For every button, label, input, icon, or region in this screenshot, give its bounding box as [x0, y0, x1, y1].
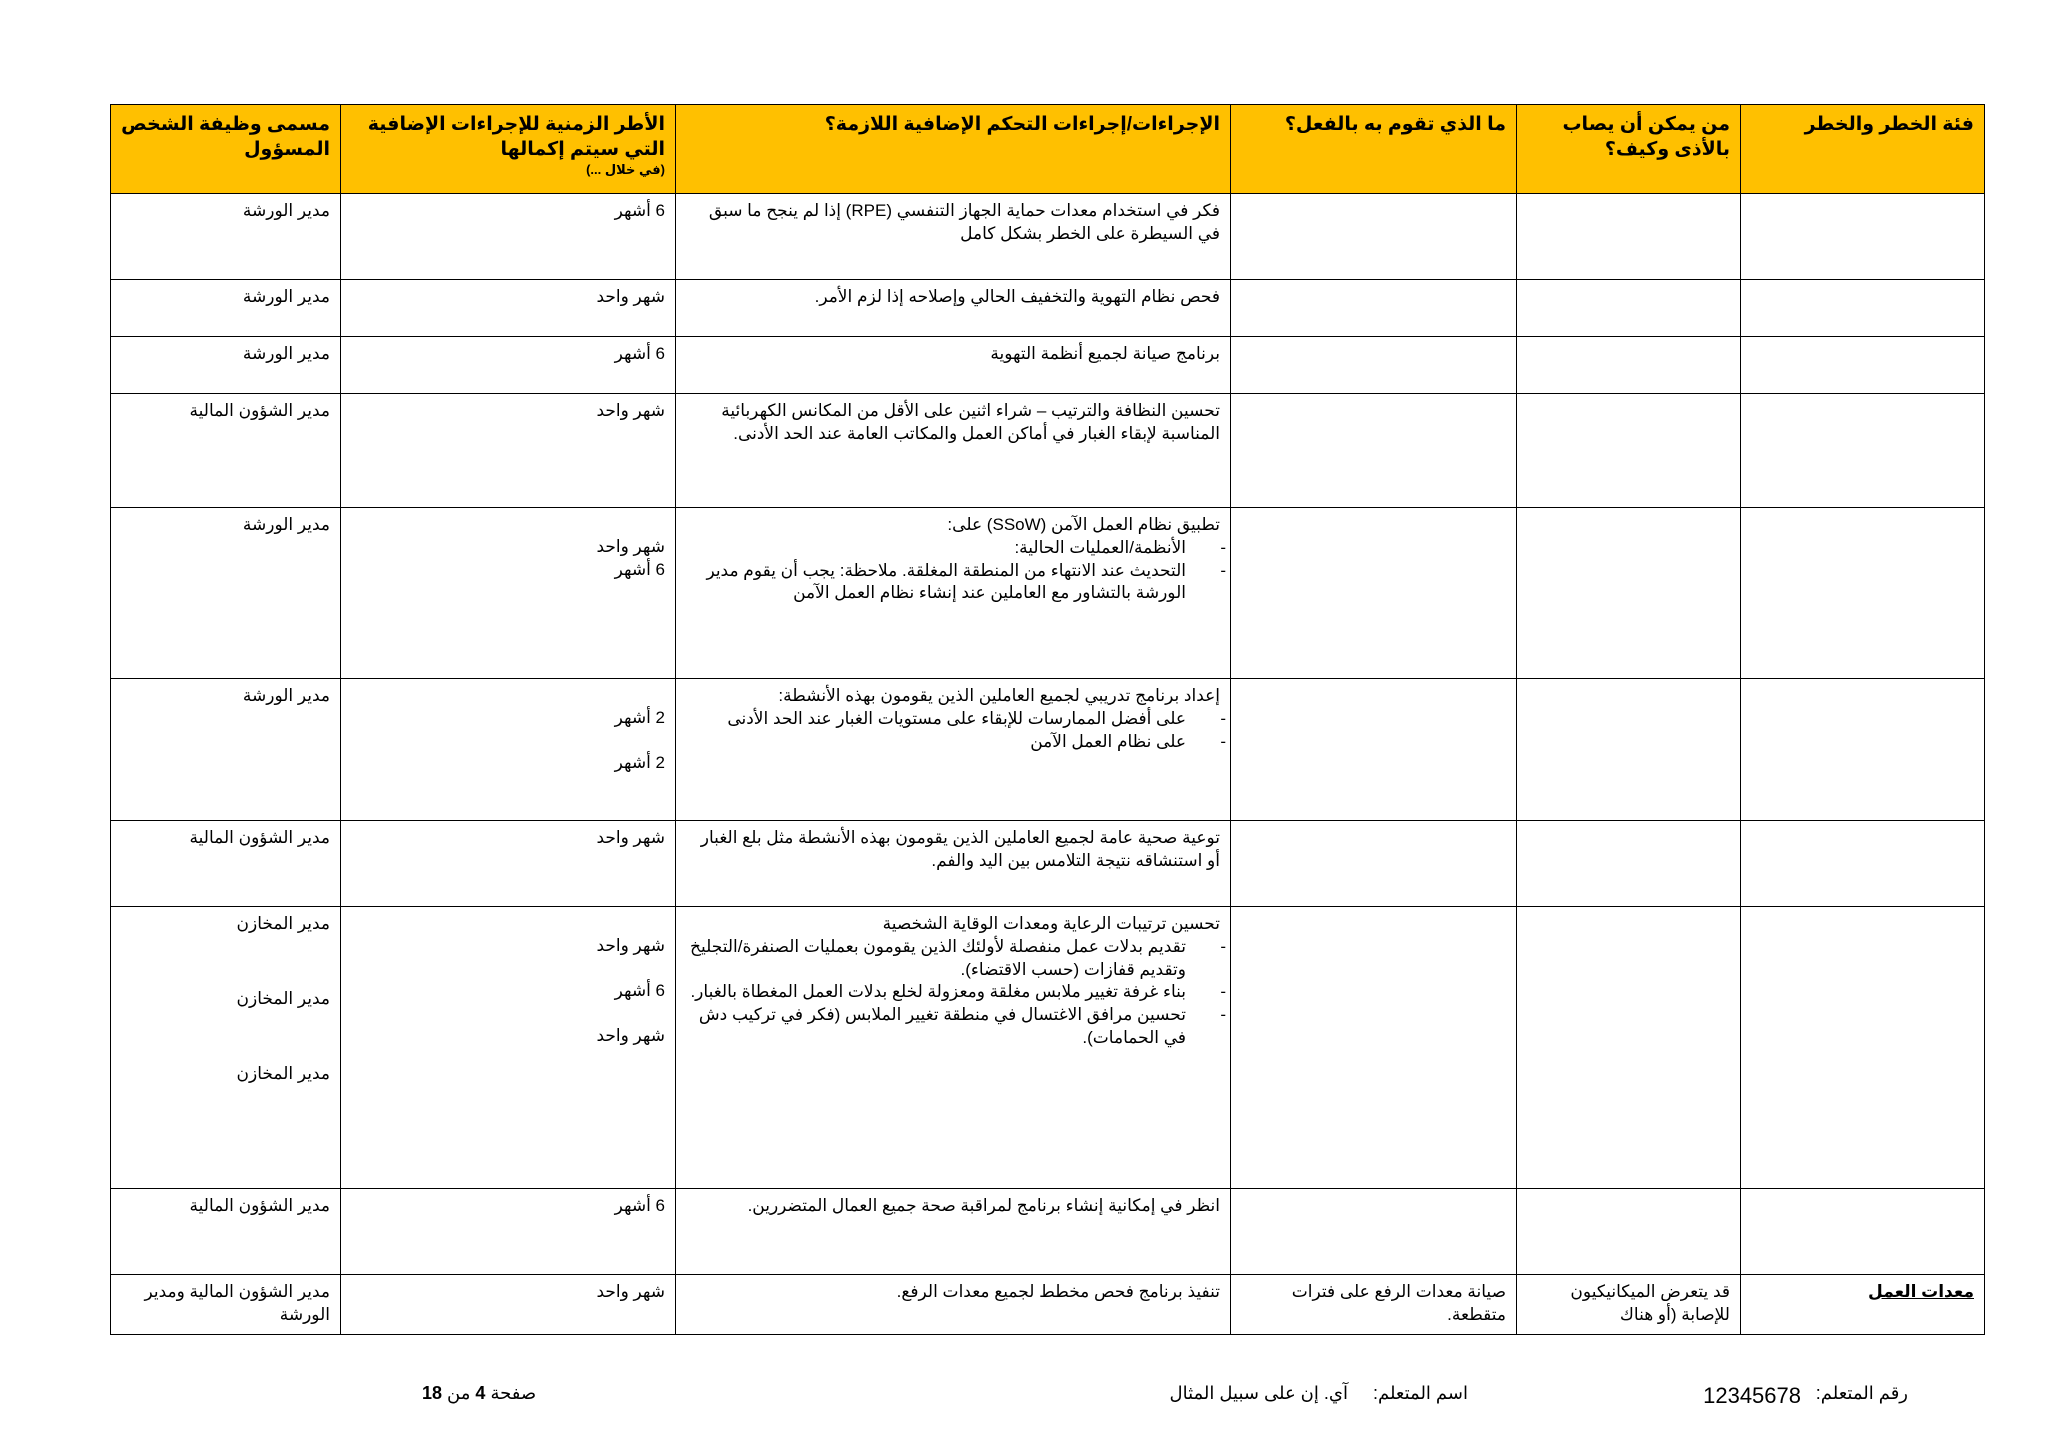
- cell-hazard: [1741, 1189, 1985, 1275]
- table-row: [111, 1189, 1985, 1275]
- cell-responsible: مدير الشؤون المالية: [111, 821, 341, 907]
- table-row: [111, 679, 1985, 821]
- cell-timeframe: شهر واحد: [341, 394, 676, 508]
- cell-timeframe: شهر واحد: [341, 280, 676, 337]
- header-timeframe-text: الأطر الزمنية للإجراءات الإضافية التي سيتم إكمالها: [367, 114, 665, 160]
- timeframe-item: 6 أشهر: [614, 980, 665, 1000]
- list-item: - بناء غرفة تغيير ملابس مغلقة ومعزولة لخلع بدلات العمل المغطاة بالغبار.: [686, 981, 1186, 1004]
- actions-list: [686, 708, 1220, 754]
- page-word: صفحة: [490, 1383, 537, 1403]
- list-item: - الأنظمة/العمليات الحالية:: [686, 537, 1186, 560]
- responsible-item: مدير المخازن: [236, 1063, 330, 1083]
- cell-doing: [1231, 1189, 1517, 1275]
- list-item: - على نظام العمل الآمن: [686, 731, 1186, 754]
- cell-actions: برنامج صيانة لجميع أنظمة التهوية: [676, 337, 1231, 394]
- cell-who: قد يتعرض الميكانيكيون للإصابة (أو هناك: [1517, 1275, 1741, 1335]
- cell-timeframe: [341, 679, 676, 821]
- cell-doing: [1231, 679, 1517, 821]
- cell-hazard: [1741, 280, 1985, 337]
- list-item: - التحديث عند الانتهاء من المنطقة المغلقة. ملاحظة: يجب أن يقوم مدير الورشة بالتشاور مع العاملين عند إنشاء نظام العمل الآمن: [686, 560, 1186, 606]
- cell-responsible: [111, 907, 341, 1189]
- header-doing: ما الذي تقوم به بالفعل؟: [1231, 105, 1517, 194]
- cell-timeframe: شهر واحد: [341, 821, 676, 907]
- header-who: من يمكن أن يصاب بالأذى وكيف؟: [1517, 105, 1741, 194]
- table-row: [111, 280, 1985, 337]
- table-header-row: [111, 105, 1985, 194]
- timeframe-item: شهر واحد: [596, 1025, 665, 1045]
- cell-actions: [676, 679, 1231, 821]
- timeframe-item: شهر واحد: [596, 537, 665, 556]
- cell-who: [1517, 907, 1741, 1189]
- table-row: [111, 821, 1985, 907]
- cell-hazard: [1741, 337, 1985, 394]
- timeframe-item: 2 أشهر: [614, 752, 665, 772]
- page-of: من: [447, 1383, 471, 1403]
- cell-doing: [1231, 821, 1517, 907]
- learner-number: 12345678: [1703, 1383, 1801, 1408]
- table-row: [111, 907, 1985, 1189]
- cell-responsible: مدير الورشة: [111, 337, 341, 394]
- cell-hazard: [1741, 679, 1985, 821]
- cell-responsible: مدير الورشة: [111, 194, 341, 280]
- cell-actions: [676, 508, 1231, 679]
- table-row: [111, 394, 1985, 508]
- page-number: [422, 1383, 536, 1404]
- cell-who: [1517, 1189, 1741, 1275]
- cell-responsible: مدير الورشة: [111, 679, 341, 821]
- responsible-item: مدير المخازن: [236, 914, 330, 933]
- actions-intro: إعداد برنامج تدريبي لجميع العاملين الذين يقومون بهذه الأنشطة:: [778, 686, 1220, 705]
- learner-name-label: اسم المتعلم:: [1372, 1383, 1468, 1403]
- cell-doing: [1231, 337, 1517, 394]
- cell-timeframe: [341, 508, 676, 679]
- cell-timeframe: 6 أشهر: [341, 1189, 676, 1275]
- cell-hazard: [1741, 1275, 1985, 1335]
- cell-doing: [1231, 907, 1517, 1189]
- cell-who: [1517, 508, 1741, 679]
- cell-responsible: مدير الورشة: [111, 508, 341, 679]
- cell-doing: [1231, 508, 1517, 679]
- cell-who: [1517, 821, 1741, 907]
- cell-doing: [1231, 280, 1517, 337]
- cell-actions: انظر في إمكانية إنشاء برنامج لمراقبة صحة جميع العمال المتضررين.: [676, 1189, 1231, 1275]
- cell-who: [1517, 394, 1741, 508]
- table-row: [111, 508, 1985, 679]
- cell-who: [1517, 194, 1741, 280]
- cell-actions: تنفيذ برنامج فحص مخطط لجميع معدات الرفع.: [676, 1275, 1231, 1335]
- header-actions: الإجراءات/إجراءات التحكم الإضافية اللازمة؟: [676, 105, 1231, 194]
- cell-timeframe: 6 أشهر: [341, 194, 676, 280]
- cell-timeframe: شهر واحد: [341, 1275, 676, 1335]
- list-item: - تقديم بدلات عمل منفصلة لأولئك الذين يقومون بعمليات الصنفرة/التجليخ وتقديم قفازات (حسب الاقتضاء).: [686, 936, 1186, 982]
- cell-responsible: مدير الورشة: [111, 280, 341, 337]
- header-hazard: فئة الخطر والخطر: [1741, 105, 1985, 194]
- header-timeframe-sub: (في خلال ...): [586, 162, 665, 178]
- header-timeframe: [341, 105, 676, 194]
- cell-doing: صيانة معدات الرفع على فترات متقطعة.: [1231, 1275, 1517, 1335]
- list-item: - تحسين مرافق الاغتسال في منطقة تغيير الملابس (فكر في تركيب دش في الحمامات).: [686, 1004, 1186, 1050]
- cell-actions: فحص نظام التهوية والتخفيف الحالي وإصلاحه إذا لزم الأمر.: [676, 280, 1231, 337]
- table-row: [111, 194, 1985, 280]
- page-current: 4: [475, 1383, 486, 1403]
- risk-assessment-table: [110, 104, 1985, 1335]
- page-total: 18: [422, 1383, 443, 1403]
- hazard-category: معدات العمل: [1868, 1282, 1974, 1301]
- cell-timeframe: [341, 907, 676, 1189]
- timeframe-item: 6 أشهر: [614, 559, 665, 579]
- page-footer: [0, 1383, 2048, 1413]
- header-responsible: مسمى وظيفة الشخص المسؤول: [111, 105, 341, 194]
- cell-who: [1517, 337, 1741, 394]
- cell-responsible: مدير الشؤون المالية: [111, 1189, 341, 1275]
- cell-actions: تحسين النظافة والترتيب – شراء اثنين على الأقل من المكانس الكهربائية المناسبة لإبقاء الغبار في أماكن العمل والمكاتب العامة عند الحد الأدنى.: [676, 394, 1231, 508]
- cell-hazard: [1741, 394, 1985, 508]
- actions-intro: تحسين ترتيبات الرعاية ومعدات الوقاية الشخصية: [882, 914, 1220, 933]
- cell-doing: [1231, 194, 1517, 280]
- actions-intro: تطبيق نظام العمل الآمن (SSoW) على:: [947, 515, 1220, 534]
- timeframe-item: 2 أشهر: [614, 708, 665, 727]
- cell-responsible: مدير الشؤون المالية: [111, 394, 341, 508]
- cell-responsible: مدير الشؤون المالية ومدير الورشة: [111, 1275, 341, 1335]
- cell-hazard: [1741, 907, 1985, 1189]
- cell-hazard: [1741, 194, 1985, 280]
- list-item: - على أفضل الممارسات للإبقاء على مستويات الغبار عند الحد الأدنى: [686, 708, 1186, 731]
- responsible-item: مدير المخازن: [236, 988, 330, 1008]
- cell-timeframe: 6 أشهر: [341, 337, 676, 394]
- cell-who: [1517, 280, 1741, 337]
- cell-who: [1517, 679, 1741, 821]
- cell-actions: [676, 907, 1231, 1189]
- cell-actions: توعية صحية عامة لجميع العاملين الذين يقومون بهذه الأنشطة مثل بلع الغبار أو استنشاقه نتيجة التلامس بين اليد والفم.: [676, 821, 1231, 907]
- actions-list: [686, 936, 1220, 1050]
- learner-name: آي. إن على سبيل المثال: [1169, 1383, 1348, 1403]
- table-row: [111, 337, 1985, 394]
- cell-actions: فكر في استخدام معدات حماية الجهاز التنفسي (RPE) إذا لم ينجح ما سبق في السيطرة على الخطر بشكل كامل: [676, 194, 1231, 280]
- timeframe-item: شهر واحد: [596, 936, 665, 955]
- learner-number-label: رقم المتعلم:: [1815, 1383, 1908, 1403]
- actions-list: [686, 537, 1220, 605]
- table-row: [111, 1275, 1985, 1335]
- cell-doing: [1231, 394, 1517, 508]
- cell-hazard: [1741, 508, 1985, 679]
- cell-hazard: [1741, 821, 1985, 907]
